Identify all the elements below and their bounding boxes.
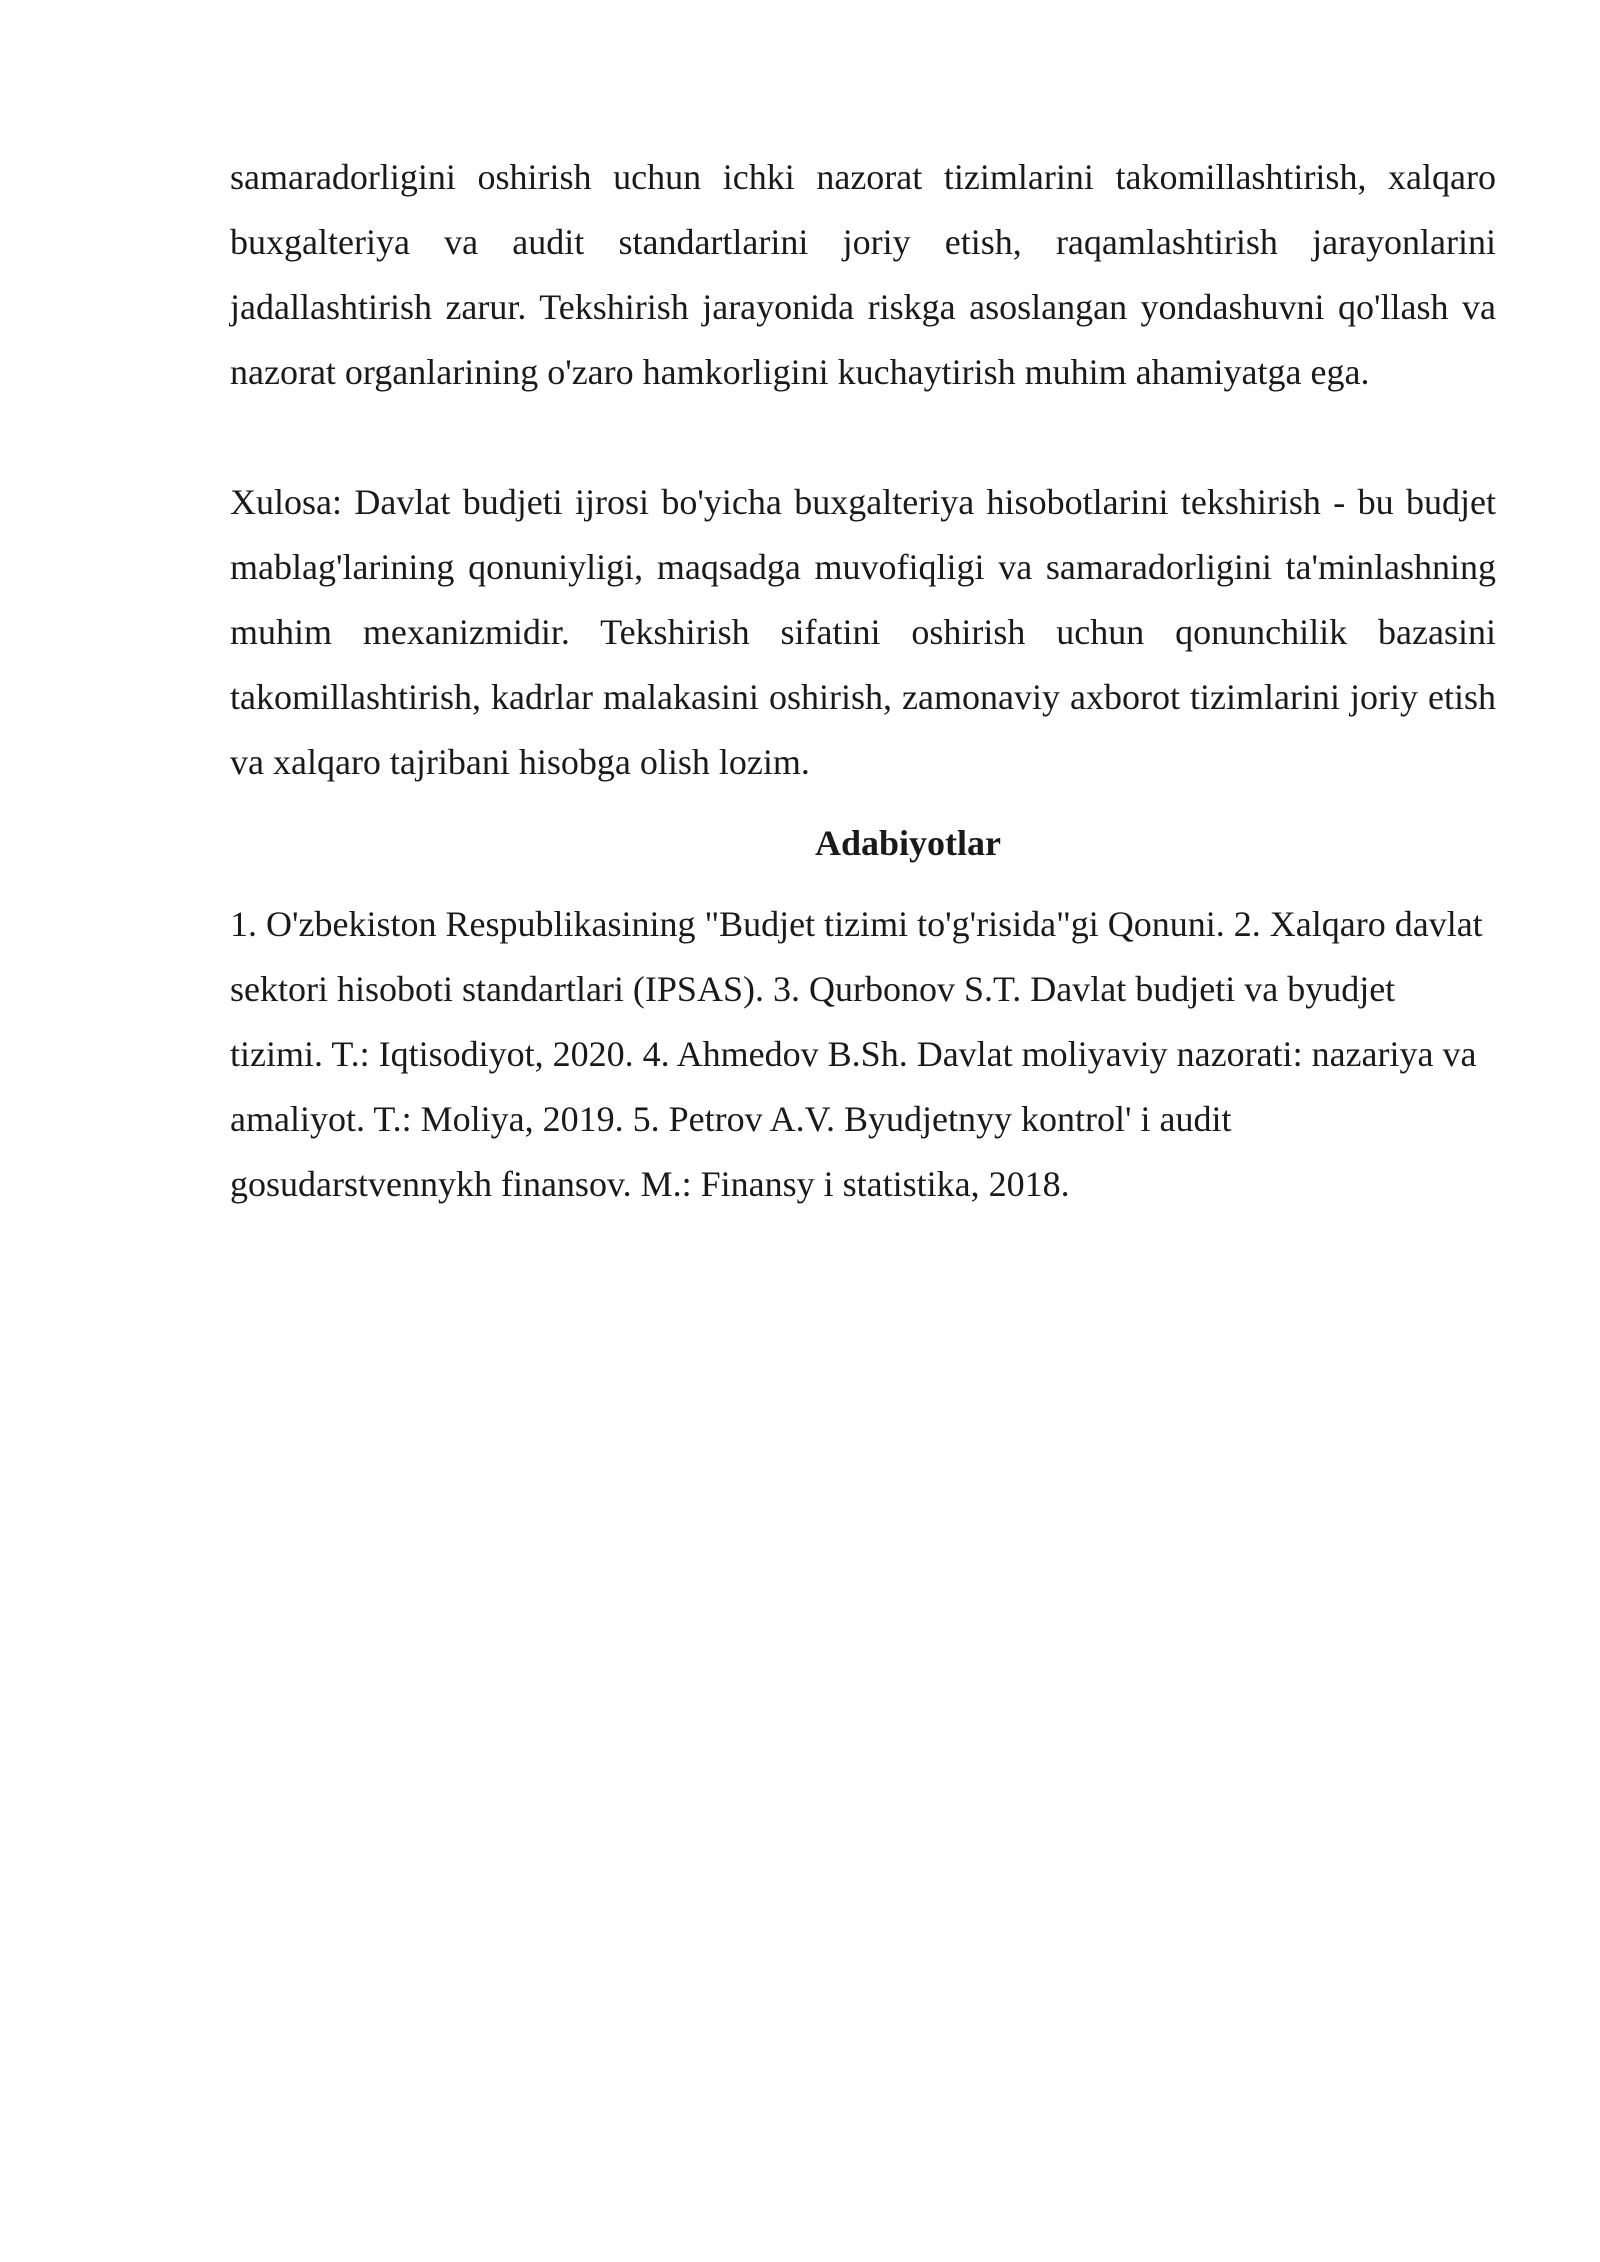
body-paragraph: samaradorligini oshirish uchun ichki nazorat tizimlarini takomillashtirish, xalqaro buxgalteriya va audit standartlarini joriy etish, raqamlashtirish jarayonlarini jadallashtirish zarur. Tekshirish jarayonida riskga asoslangan yondashuvni qo'llash va nazorat organlarining o'zaro hamkorligini kuchaytirish muhim ahamiyatga ega. (230, 157, 1496, 392)
references-heading: Adabiyotlar (814, 823, 1001, 863)
conclusion-paragraph: Xulosa: Davlat budjeti ijrosi bo'yicha buxgalteriya hisobotlarini tekshirish - bu budjet mablag'larining qonuniyligi, maqsadga muvofiqligi va samaradorligini ta'minlashning muhim mexanizmidir. Tekshirish sifatini oshirish uchun qonunchilik bazasini takomillashtirish, kadrlar malakasini oshirish, zamonaviy axborot tizimlarini joriy etish va xalqaro tajribani hisobga olish lozim. (230, 482, 1496, 782)
references-list: 1. O'zbekiston Respublikasining "Budjet tizimi to'g'risida"gi Qonuni. 2. Xalqaro davlat sektori hisoboti standartlari (IPSAS). 3. Qurbonov S.T. Davlat budjeti va byudjet tizimi. T.: Iqtisodiyot, 2020. 4. Ahmedov B.Sh. Davlat moliyaviy nazorati: nazariya va amaliyot. T.: Moliya, 2019. 5. Petrov A.V. Byudjetnyy kontrol' i audit gosudarstvennykh finansov. M.: Finansy i statistika, 2018. (230, 904, 1483, 1204)
document-body (230, 145, 1496, 1217)
